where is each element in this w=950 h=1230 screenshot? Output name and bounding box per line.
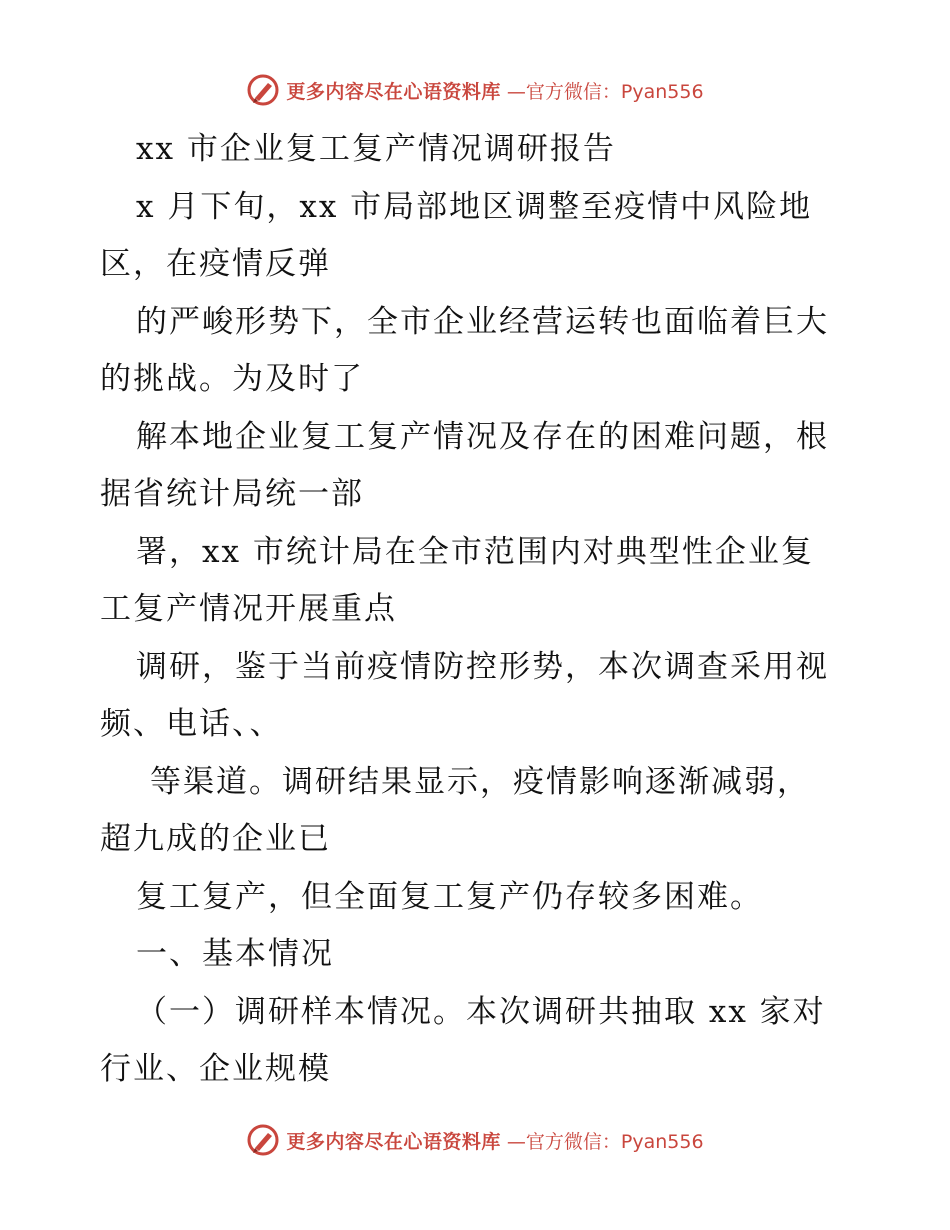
paragraph-line: 解本地企业复工复产情况及存在的困难问题，根: [136, 418, 829, 455]
pen-logo-icon: [246, 1123, 280, 1157]
document-title: xx 市企业复工复产情况调研报告: [136, 131, 616, 167]
paragraph-line: 据省统计局统一部: [100, 476, 364, 512]
paragraph-line: x 月下旬，xx 市局部地区调整至疫情中风险地: [136, 188, 813, 225]
watermark-main-text: 更多内容尽在心语资料库: [286, 1130, 501, 1153]
paragraph-line: 行业、企业规模: [100, 1051, 331, 1087]
header-watermark: [0, 70, 950, 110]
paragraph-line: 区，在疫情反弹: [100, 246, 331, 282]
section-heading: 一、基本情况: [136, 936, 334, 972]
footer-watermark: [0, 1120, 950, 1160]
paragraph-line: 频、电话、、: [100, 706, 283, 742]
watermark-main-text: 更多内容尽在心语资料库: [286, 80, 501, 103]
document-body: [100, 121, 855, 1099]
pen-logo-icon: [246, 73, 280, 107]
paragraph-line: 工复产情况开展重点: [100, 591, 397, 627]
paragraph-line: 调研，鉴于当前疫情防控形势，本次调查采用视: [136, 648, 829, 685]
watermark-sub-text: —官方微信：Pyan556: [506, 1130, 704, 1153]
paragraph-line: 超九成的企业已: [100, 821, 331, 857]
paragraph-line: （一）调研样本情况。本次调研共抽取 xx 家对: [136, 993, 826, 1030]
paragraph-line: 的挑战。为及时了: [100, 361, 364, 397]
paragraph-line: 复工复产，但全面复工复产仍存较多困难。: [136, 878, 763, 915]
watermark-sub-text: —官方微信：Pyan556: [506, 80, 704, 103]
paragraph-line: 署，xx 市统计局在全市范围内对典型性企业复: [136, 533, 814, 570]
paragraph-line: 等渠道。调研结果显示，疫情影响逐渐减弱，: [150, 763, 810, 800]
paragraph-line: 的严峻形势下，全市企业经营运转也面临着巨大: [136, 303, 829, 340]
